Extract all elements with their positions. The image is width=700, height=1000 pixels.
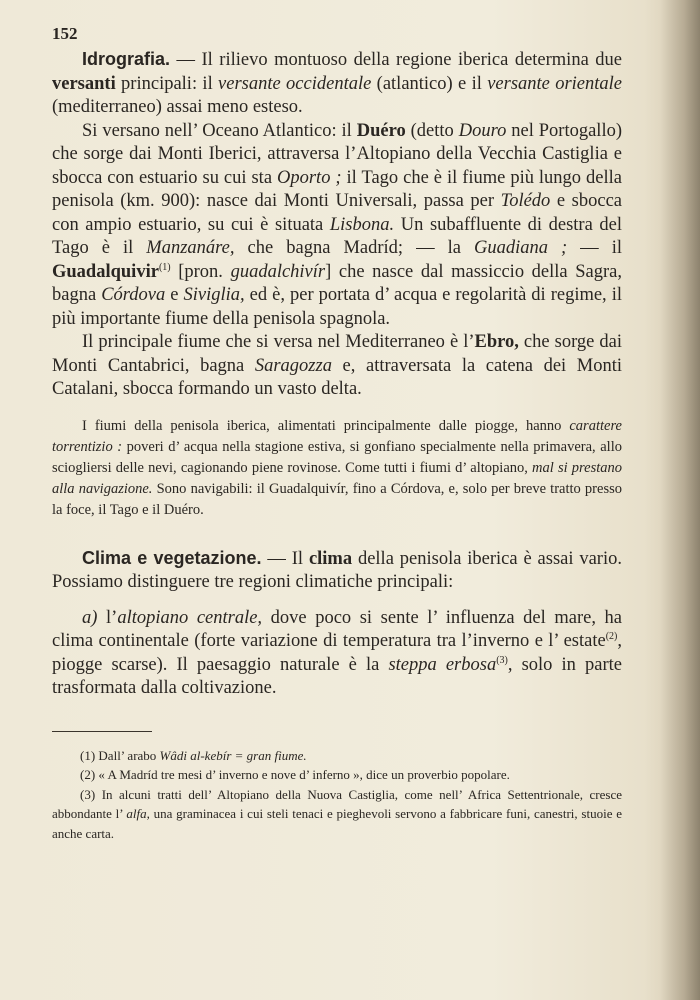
page-number: 152 [52,24,78,43]
section-title-climate: Clima e vegetazione. [82,547,262,568]
footnote-3: (3) In alcuni tratti dell’ Altopiano della Nuova Castiglia, come nell’ Africa Settentrionale, cresce abbondante l’ alfa, una graminacea i cui steli tenaci e pieghevoli servono a fabbricare funi, canestri, stuoie e anche carta. [52,786,622,841]
page-content [52,24,622,843]
paragraph-climate: Clima e vegetazione. — Il clima della penisola iberica è assai vario. Possiamo distinguere tre regioni climatiche principali: [52,547,622,592]
page-gutter-shadow [660,0,700,1000]
section-title-hydrography: Idrografia. [82,49,171,69]
footnotes [52,746,622,844]
paragraph-item-a: a) l’altopiano centrale, dove poco si sente l’ influenza del mare, ha clima continentale (forte variazione di temperatura tra l’inverno e l’ estate$^{(2)}$, piogge scarse). Il paesaggio naturale è la steppa erbosa$^{(3)}$, solo in parte trasformata dalla coltivazione. [52,607,622,698]
footnote-ref-1: (1) [158,261,171,273]
paragraph-hydrography: Idrografia. — Il rilievo montuoso della regione iberica determina due versanti principali: il versante occidentale (atlantico) e il versante orientale (mediterraneo) assai meno esteso. [52,49,623,117]
paragraph-atlantic-rivers: Si versano nell’ Oceano Atlantico: il Duéro (detto Douro nel Portogallo) che sorge dai Monti Iberici, attraversa l’Altopiano della Vecchia Castiglia e sbocca con estuario su cui sta Oporto ; il Tago che è il fiume più lungo della penisola (km. 900): nasce dai Monti Universali, passa per Tolédo e sbocca con ampio estuario, su cui è situata Lisbona. Un subaffluente di destra del Tago è il Manzanáre, che bagna Madríd; — la Guadiana ; — il Guadalquivir$^{(1)}$ [pron. guadalchivír] che nasce dal massiccio della Sagra, bagna Córdova e Siviglia, ed è, per portata d’ acqua e regolarità di regime, il più importante fiume della penisola spagnola. [52,120,623,329]
footnote-ref-3: (3) [496,654,508,666]
note-paragraph-rivers: I fiumi della penisola iberica, alimentati principalmente dalle piogge, hanno carattere torrentizio : poveri d’ acqua nella stagione estiva, si gonfiano specialmente nella primavera, allo sciogliersi delle nevi, cagionando piene rovinose. Come tutti i fiumi d’ altopiano, mal si prestano alla navigazione. Sono navigabili: il Guadalquivír, fino a Córdova, e, solo per breve tratto presso la foce, il Tago e il Duéro. [52,417,622,518]
paragraph-mediterranean-rivers: Il principale fiume che si versa nel Mediterraneo è l’Ebro, che sorge dai Monti Cantabrici, bagna Saragozza e, attraversata la catena dei Monti Catalani, sbocca formando un vasto delta. [52,332,622,399]
footnote-ref-2: (2) [605,630,618,642]
footnote-1: (1) Dall’ arabo Wâdi al-kebír = gran fiume. [80,747,307,763]
footnote-2: (2) « A Madríd tre mesi d’ inverno e nove d’ inferno », dice un proverbio popolare. [80,767,510,782]
footnote-divider [52,731,152,732]
